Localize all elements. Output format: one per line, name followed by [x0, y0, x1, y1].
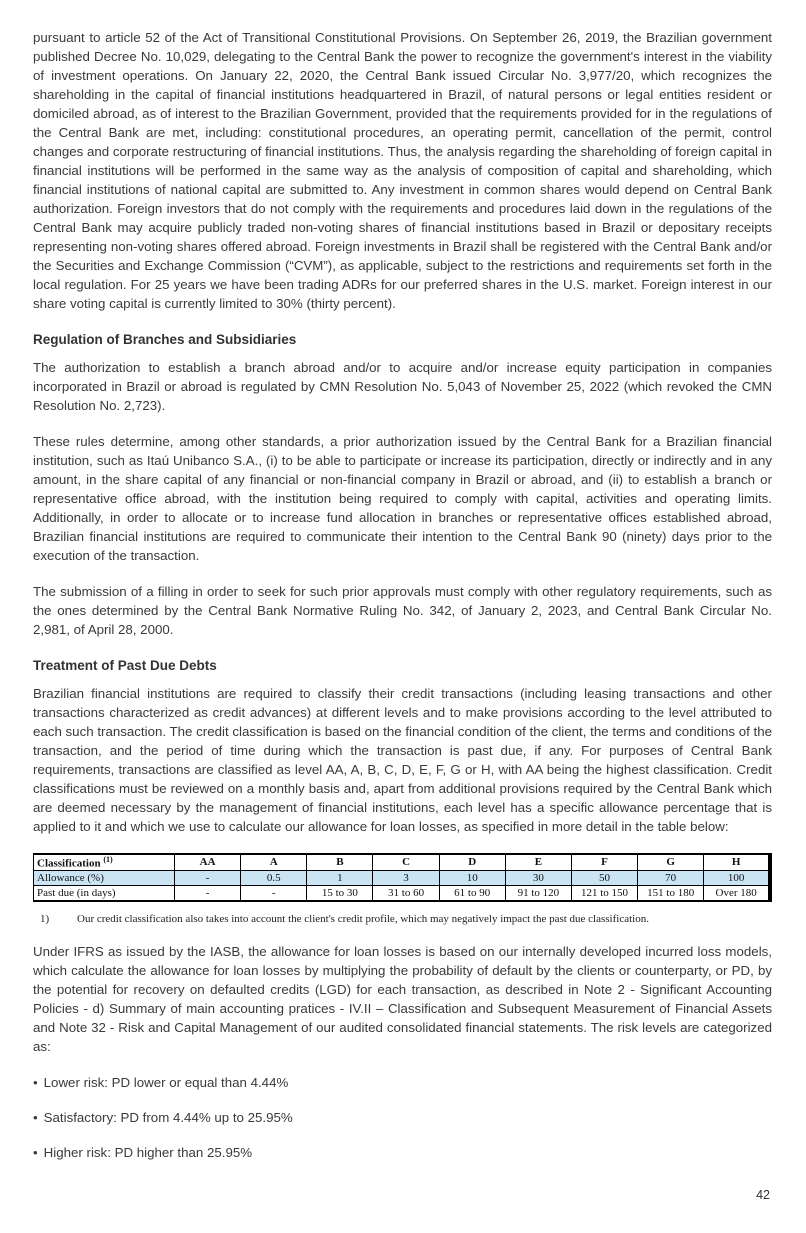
table-footnote — [33, 912, 772, 926]
bullet-text: Lower risk: PD lower or equal than 4.44% — [43, 1074, 289, 1090]
table-header-level: A — [241, 854, 307, 870]
paragraph-ifrs: Under IFRS as issued by the IASB, the allowance for loan losses is based on our internally developed incurred loss models, which calculate the allowance for loan losses by multiplying the probability of default by the clients or counterparty, or PD, by the potential for recovery on defaulted credits (LGD) for each transaction, as described in Note 2 - Significant Accounting Policies - d) Summary of main accounting pratices - IV.II – Classification and Subsequent Measurement of Financial Assets and Note 32 - Risk and Capital Management of our audited consolidated financial statements. The risk levels are categorized as: — [33, 943, 772, 1054]
table-cell: 1 — [307, 870, 373, 885]
table-row-allowance — [34, 870, 771, 885]
table-row-label: Past due (in days) — [34, 885, 175, 901]
table-cell: 70 — [638, 870, 704, 885]
table-row-past-due — [34, 885, 771, 901]
table-header-level: H — [704, 854, 770, 870]
table-cell: 50 — [571, 870, 637, 885]
paragraph-authorization: The authorization to establish a branch abroad and/or to acquire and/or increase equity participation in companies incorporated in Brazil or abroad is regulated by CMN Resolution No. 5,043 of November 25, 2022 (which revoked the CMN Resolution No. 2,723). — [33, 360, 772, 413]
footnote-text: Our credit classification also takes into account the client's credit profile, which may negatively impact the past due classification. — [77, 912, 649, 925]
bullet-icon: • — [33, 1144, 38, 1160]
bullet-satisfactory — [33, 1108, 772, 1127]
table-cell: 0.5 — [241, 870, 307, 885]
table-header-level: E — [505, 854, 571, 870]
table-cell: 10 — [439, 870, 505, 885]
table-cell: 100 — [704, 870, 770, 885]
paragraph-rules: These rules determine, among other standards, a prior authorization issued by the Central Bank for a Brazilian financial institution, such as Itaú Unibanco S.A., (i) to be able to participate or increase its participation, directly or indirectly and in any amount, in the share capital of any financial or non-financial company in Brazil or abroad, and (ii) to establish a branch or representative office abroad, with the institution being required to comply with capital, activities and operating limits. Additionally, in order to allocate or to increase fund allocation in branches or representative offices established abroad, Brazilian financial institutions are required to communicate their intention to the Central Bank 90 (ninety) days prior to the execution of the transaction. — [33, 434, 772, 563]
table-header-classification: Classification $^{(1)}$ — [34, 854, 175, 870]
table-header-level: D — [439, 854, 505, 870]
section-heading-branches: Regulation of Branches and Subsidiaries — [33, 332, 297, 347]
table-cell: - — [241, 885, 307, 901]
table-cell: 91 to 120 — [505, 885, 571, 901]
bullet-text: Higher risk: PD higher than 25.95% — [43, 1144, 253, 1160]
bullet-text: Satisfactory: PD from 4.44% up to 25.95% — [43, 1109, 293, 1125]
table-cell: 31 to 60 — [373, 885, 439, 901]
table-header-level: F — [571, 854, 637, 870]
table-header-level: C — [373, 854, 439, 870]
table-cell: 61 to 90 — [439, 885, 505, 901]
bullet-lower-risk — [33, 1073, 772, 1092]
footnote-marker: 1) — [40, 912, 50, 925]
table-header-level: AA — [175, 854, 241, 870]
table-cell: 30 — [505, 870, 571, 885]
table-header-level: G — [638, 854, 704, 870]
table-cell: 15 to 30 — [307, 885, 373, 901]
page-number: 42 — [756, 1188, 770, 1202]
bullet-icon: • — [33, 1109, 38, 1125]
table-header-row — [34, 854, 771, 870]
table-cell: Over 180 — [704, 885, 770, 901]
table-cell: 3 — [373, 870, 439, 885]
paragraph-classification: Brazilian financial institutions are required to classify their credit transactions (including leasing transactions and other transactions characterized as credit advances) at different levels and to make provisions according to the level attributed to each such transaction. The credit classification is based on the financial condition of the client, the terms and conditions of the transaction, and the period of time during which the transaction is past due, if any. For purposes of Central Bank requirements, transactions are classified as level AA, A, B, C, D, E, F, G or H, with AA being the highest classification. Credit classifications must be reviewed on a monthly basis and, apart from additional provisions required by the Central Bank which are deemed necessary by the management of financial institutions, each level has a specific allowance percentage that is applied to it and which we use to calculate our allowance for loan losses, as specified in more detail in the table below: — [33, 686, 772, 834]
table-cell: - — [175, 870, 241, 885]
table-header-level: B — [307, 854, 373, 870]
table-cell: 151 to 180 — [638, 885, 704, 901]
credit-classification-table — [33, 853, 772, 902]
bullet-higher-risk — [33, 1143, 772, 1162]
footnote-reference: (1) — [103, 855, 113, 864]
table-cell: - — [175, 885, 241, 901]
bullet-icon: • — [33, 1074, 38, 1090]
section-heading-past-due: Treatment of Past Due Debts — [33, 658, 217, 673]
table-row-label: Allowance (%) — [34, 870, 175, 885]
paragraph-submission: The submission of a filling in order to seek for such prior approvals must comply with other regulatory requirements, such as the ones determined by the Central Bank Normative Ruling No. 342, of January 2, 2023, and Central Bank Circular No. 2,981, of April 28, 2000. — [33, 584, 772, 637]
paragraph-foreign-capital: pursuant to article 52 of the Act of Transitional Constitutional Provisions. On September 26, 2019, the Brazilian government published Decree No. 10,029, delegating to the Central Bank the power to recognize the government's interest in the viability of investment operations. On January 22, 2020, the Central Bank issued Circular No. 3,977/20, which recognizes the shareholding in the capital of financial institutions headquartered in Brazil, of natural persons or legal entities resident or domiciled abroad, as of interest to the Brazilian Government, provided that the requirements provided for in the regulations of the Central Bank are met, including: constitutional procedures, an operating permit, cancellation of the permit, control changes and corporate restructuring of financial institutions. Thus, the analysis regarding the shareholding of foreign capital in financial institutions will be performed in the same way as the analysis of composition of capital and shareholding, which financial institutions of national capital are submitted to. Any investment in common shares would depend on Central Bank authorization. Foreign investors that do not comply with the requirements and procedures laid down in the regulations of the Central Bank may acquire publicly traded non-voting shares of financial institutions based in Brazil or depositary receipts representing non-voting shares offered abroad. Foreign investments in Brazil shall be registered with the Central Bank and/or the Securities and Exchange Commission (“CVM”), as applicable, subject to the restrictions and requirements set forth in the local regulation. For 25 years we have been trading ADRs for our preferred shares in the U.S. market. Foreign interest in our share voting capital is currently limited to 30% (thirty percent). — [33, 30, 772, 311]
table-cell: 121 to 150 — [571, 885, 637, 901]
